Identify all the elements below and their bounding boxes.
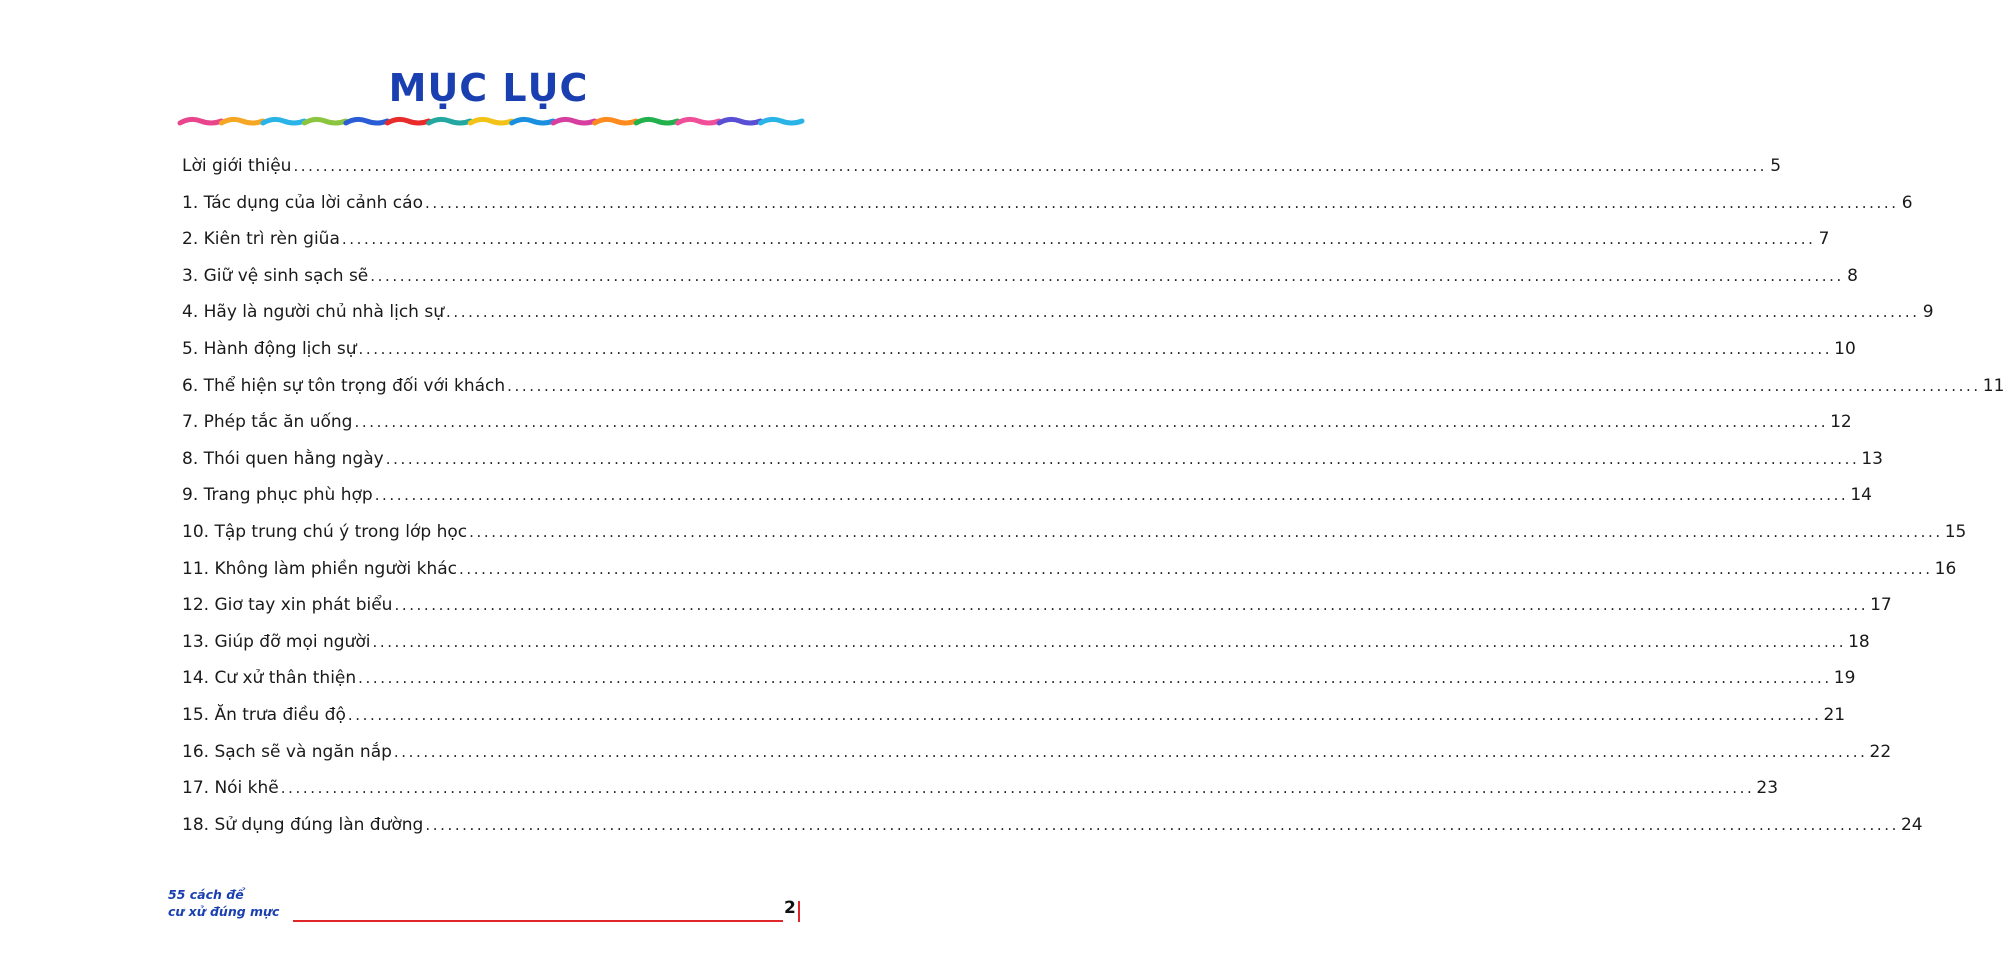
toc-entry bbox=[182, 258, 1858, 295]
toc-entry bbox=[182, 514, 1967, 551]
toc-entry-title: 2. Kiên trì rèn giũa bbox=[182, 229, 340, 250]
wave-segment bbox=[761, 119, 802, 123]
toc-leader-dots: ........................................................................................................................................................................................................ bbox=[354, 413, 1829, 432]
toc-entry-page: 7 bbox=[1818, 229, 1830, 250]
decorative-wave-divider bbox=[180, 114, 802, 128]
toc-leader-dots: ........................................................................................................................................................................................................ bbox=[424, 193, 1899, 212]
toc-leader-dots: ........................................................................................................................................................................................................ bbox=[347, 705, 1822, 724]
toc-entry-title: 6. Thể hiện sự tôn trọng đối với khách bbox=[182, 375, 506, 396]
toc-entry-page: 11 bbox=[1982, 375, 2004, 396]
toc-entry-page: 9 bbox=[1922, 302, 1934, 323]
toc-leader-dots: ........................................................................................................................................................................................................ bbox=[385, 449, 1860, 468]
toc-entry bbox=[182, 331, 1856, 368]
wave-segment bbox=[429, 119, 470, 123]
wave-segment bbox=[346, 119, 387, 123]
toc-entry bbox=[182, 807, 1923, 844]
wave-segment bbox=[221, 119, 262, 123]
toc-leader-dots: ........................................................................................................................................................................................................ bbox=[293, 157, 1768, 175]
toc-leader-dots: ........................................................................................................................................................................................................ bbox=[507, 376, 1981, 395]
toc-leader-dots: ........................................................................................................................................................................................................ bbox=[469, 522, 1943, 541]
toc-leader-dots: ........................................................................................................................................................................................................ bbox=[374, 486, 1849, 505]
toc-leader-dots: ........................................................................................................................................................................................................ bbox=[425, 815, 1899, 834]
toc-entry-title: 10. Tập trung chú ý trong lớp học bbox=[182, 521, 468, 542]
toc-entry-page: 19 bbox=[1833, 668, 1856, 689]
toc-entry-title: 9. Trang phục phù hợp bbox=[182, 485, 373, 506]
toc-entry-title: 16. Sạch sẽ và ngăn nắp bbox=[182, 741, 392, 762]
wave-segment bbox=[387, 119, 428, 123]
toc-entry bbox=[182, 624, 1870, 661]
toc-entry bbox=[182, 477, 1872, 514]
toc-leader-dots: ........................................................................................................................................................................................................ bbox=[393, 742, 1868, 761]
toc-leader-dots: ........................................................................................................................................................................................................ bbox=[280, 779, 1755, 798]
toc-entry bbox=[182, 148, 1782, 185]
toc-leader-dots: ........................................................................................................................................................................................................ bbox=[459, 559, 1933, 578]
page-number-bar bbox=[798, 901, 800, 922]
toc-entry-page: 23 bbox=[1756, 778, 1779, 799]
toc-entry-page: 6 bbox=[1901, 192, 1913, 213]
wave-segment bbox=[636, 119, 677, 123]
toc-entry bbox=[182, 551, 1957, 588]
wave-segment bbox=[678, 119, 719, 123]
toc-entry-title: 18. Sử dụng đúng làn đường bbox=[182, 814, 424, 835]
toc-entry-page: 24 bbox=[1900, 814, 1923, 835]
wave-segment bbox=[719, 119, 760, 123]
wave-segment bbox=[553, 119, 594, 123]
toc-entry bbox=[182, 221, 1830, 258]
toc-entry-title: 3. Giữ vệ sinh sạch sẽ bbox=[182, 265, 369, 286]
toc-entry bbox=[182, 404, 1852, 441]
toc-entry-title: 8. Thói quen hằng ngày bbox=[182, 448, 384, 469]
toc-entry-title: 13. Giúp đỡ mọi người bbox=[182, 631, 371, 652]
brand-line-1: 55 cách để bbox=[168, 887, 244, 902]
wave-segment bbox=[263, 119, 304, 123]
toc-entry-page: 22 bbox=[1869, 741, 1892, 762]
toc-entry-title: 14. Cư xử thân thiện bbox=[182, 668, 357, 689]
toc-entry-page: 21 bbox=[1823, 704, 1846, 725]
toc-entry-page: 16 bbox=[1934, 558, 1957, 579]
toc-entry-title: 4. Hãy là người chủ nhà lịch sự bbox=[182, 302, 444, 323]
toc-entry-title: 15. Ăn trưa điều độ bbox=[182, 704, 346, 725]
toc-leader-dots: ........................................................................................................................................................................................................ bbox=[341, 230, 1816, 249]
wave-segment bbox=[512, 119, 553, 123]
toc-entry-page: 17 bbox=[1870, 595, 1892, 616]
toc-entry-page: 8 bbox=[1847, 265, 1858, 286]
toc-entry-title: Lời giới thiệu bbox=[182, 156, 292, 176]
toc-entry bbox=[182, 734, 1892, 771]
toc-entry-page: 10 bbox=[1834, 338, 1856, 359]
toc-entry-page: 13 bbox=[1861, 448, 1883, 469]
toc-entry-page: 14 bbox=[1850, 485, 1872, 506]
toc-entry bbox=[182, 368, 2004, 405]
toc-entry bbox=[182, 770, 1779, 807]
toc-entry bbox=[182, 660, 1856, 697]
toc-entry bbox=[182, 697, 1846, 734]
brand-line-2: cư xử đúng mực bbox=[168, 904, 280, 919]
toc-entry-page: 12 bbox=[1830, 412, 1852, 433]
toc-leader-dots: ........................................................................................................................................................................................................ bbox=[358, 669, 1832, 688]
table-of-contents bbox=[182, 148, 2004, 843]
toc-entry-title: 7. Phép tắc ăn uống bbox=[182, 412, 353, 433]
toc-leader-dots: ........................................................................................................................................................................................................ bbox=[370, 266, 1844, 285]
toc-leader-dots: ........................................................................................................................................................................................................ bbox=[445, 303, 1920, 322]
wave-segment bbox=[470, 119, 511, 123]
toc-entry-title: 17. Nói khẽ bbox=[182, 778, 279, 799]
wave-segment bbox=[180, 119, 221, 123]
toc-entry-page: 5 bbox=[1770, 156, 1782, 176]
toc-entry-page: 18 bbox=[1848, 631, 1870, 652]
toc-entry bbox=[182, 185, 1913, 222]
page-title: MỤC LỤC bbox=[388, 66, 589, 110]
page-number: 2 bbox=[784, 898, 796, 918]
footer-rule bbox=[293, 920, 783, 922]
toc-entry-page: 15 bbox=[1944, 521, 1967, 542]
toc-leader-dots: ........................................................................................................................................................................................................ bbox=[358, 339, 1833, 358]
toc-entry bbox=[182, 441, 1883, 478]
toc-entry-title: 12. Giơ tay xin phát biểu bbox=[182, 595, 393, 616]
wave-segment bbox=[304, 119, 345, 123]
book-brand bbox=[168, 886, 279, 920]
toc-entry bbox=[182, 294, 1934, 331]
toc-leader-dots: ........................................................................................................................................................................................................ bbox=[372, 632, 1847, 651]
toc-entry-title: 5. Hành động lịch sự bbox=[182, 338, 357, 359]
toc-entry-title: 1. Tác dụng của lời cảnh cáo bbox=[182, 192, 423, 213]
toc-leader-dots: ........................................................................................................................................................................................................ bbox=[394, 596, 1869, 615]
toc-entry-title: 11. Không làm phiền người khác bbox=[182, 558, 458, 579]
wave-segment bbox=[595, 119, 636, 123]
toc-entry bbox=[182, 587, 1892, 624]
